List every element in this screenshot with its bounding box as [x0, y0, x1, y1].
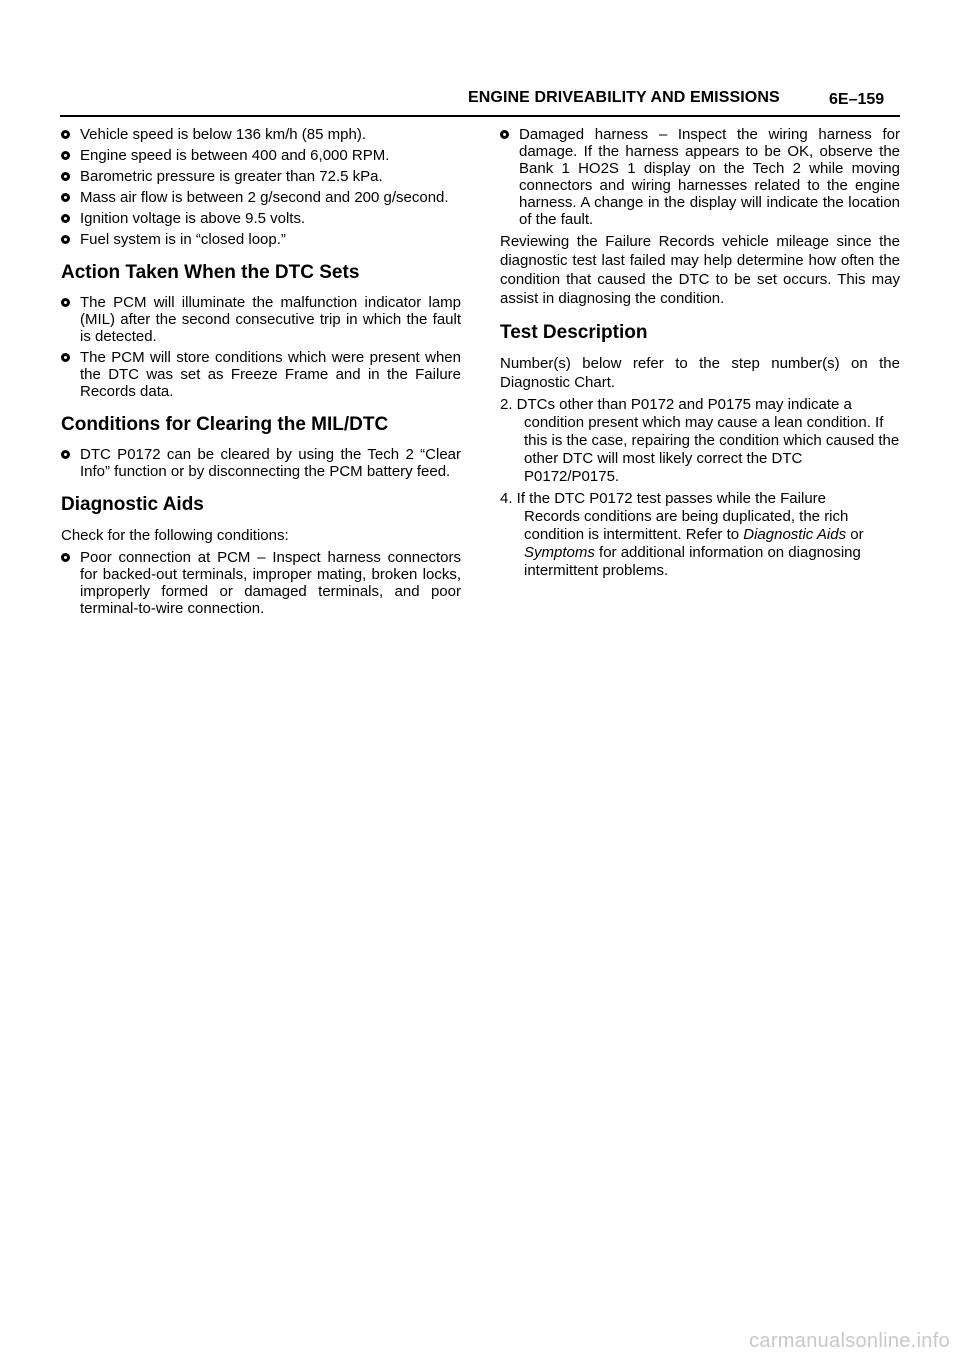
condition-bullet: Ignition voltage is above 9.5 volts.	[61, 210, 461, 227]
aids-intro: Check for the following conditions:	[61, 527, 289, 544]
aids-bullet: Damaged harness – Inspect the wiring harness for damage. If the harness appears to be OK, observe the Bank 1 HO2S 1 display on the Tech 2 while moving connectors and wiring harnesses related to the engine harness. A change in the display will indicate the location of the fault.	[500, 126, 900, 228]
condition-bullet: Mass air flow is between 2 g/second and 200 g/second.	[61, 189, 461, 206]
clearing-bullet: DTC P0172 can be cleared by using the Tech 2 “Clear Info” function or by disconnecting the PCM battery feed.	[61, 446, 461, 480]
bullet-icon	[61, 553, 70, 562]
action-bullet: The PCM will illuminate the malfunction indicator lamp (MIL) after the second consecutive trip in which the fault is detected.	[61, 294, 461, 345]
condition-bullet: Fuel system is in “closed loop.”	[61, 231, 461, 248]
bullet-icon	[61, 151, 70, 160]
bullet-icon	[61, 193, 70, 202]
right-column	[500, 126, 900, 584]
aids-heading: Diagnostic Aids	[61, 494, 204, 515]
header-rule	[60, 115, 900, 117]
step-2: 2. DTCs other than P0172 and P0175 may indicate a condition present which may cause a lean condition. If this is the case, repairing the condition which caused the other DTC will most likely correct the DTC P0172/P0175.	[500, 396, 900, 485]
bullet-icon	[61, 450, 70, 459]
header-section-title: ENGINE DRIVEABILITY AND EMISSIONS	[468, 89, 780, 106]
action-heading: Action Taken When the DTC Sets	[61, 262, 360, 283]
bullet-icon	[500, 130, 509, 139]
condition-bullet: Engine speed is between 400 and 6,000 RPM.	[61, 147, 461, 164]
left-column	[61, 126, 461, 621]
bullet-icon	[61, 353, 70, 362]
symptoms-reference: Symptoms	[524, 544, 595, 561]
bullet-icon	[61, 130, 70, 139]
diagnostic-aids-reference: Diagnostic Aids	[743, 526, 847, 543]
step-4: 4. If the DTC P0172 test passes while the Failure Records conditions are being duplicated, the rich condition is intermittent. Refer to Diagnostic Aids or Symptoms for additional information on diagnosing intermittent problems.	[500, 490, 864, 579]
bullet-icon	[61, 235, 70, 244]
clearing-heading: Conditions for Clearing the MIL/DTC	[61, 414, 389, 435]
bullet-icon	[61, 172, 70, 181]
condition-bullet: Vehicle speed is below 136 km/h (85 mph).	[61, 126, 461, 143]
test-description-heading: Test Description	[500, 322, 648, 343]
failure-records-paragraph: Reviewing the Failure Records vehicle mileage since the diagnostic test last failed may help determine how often the condition that caused the DTC to be set occurs. This may assist in diagnosing the condition.	[500, 233, 900, 307]
aids-bullet: Poor connection at PCM – Inspect harness connectors for backed-out terminals, improper mating, broken locks, improperly formed or damaged terminals, and poor terminal-to-wire connection.	[61, 549, 461, 617]
header-page-number: 6E–159	[829, 91, 885, 108]
bullet-icon	[61, 298, 70, 307]
bullet-icon	[61, 214, 70, 223]
action-bullet: The PCM will store conditions which were present when the DTC was set as Freeze Frame and in the Failure Records data.	[61, 349, 461, 400]
watermark: carmanualsonline.info	[749, 1330, 950, 1352]
condition-bullet: Barometric pressure is greater than 72.5 kPa.	[61, 168, 461, 185]
test-intro: Number(s) below refer to the step number(s) on the Diagnostic Chart.	[500, 355, 900, 391]
